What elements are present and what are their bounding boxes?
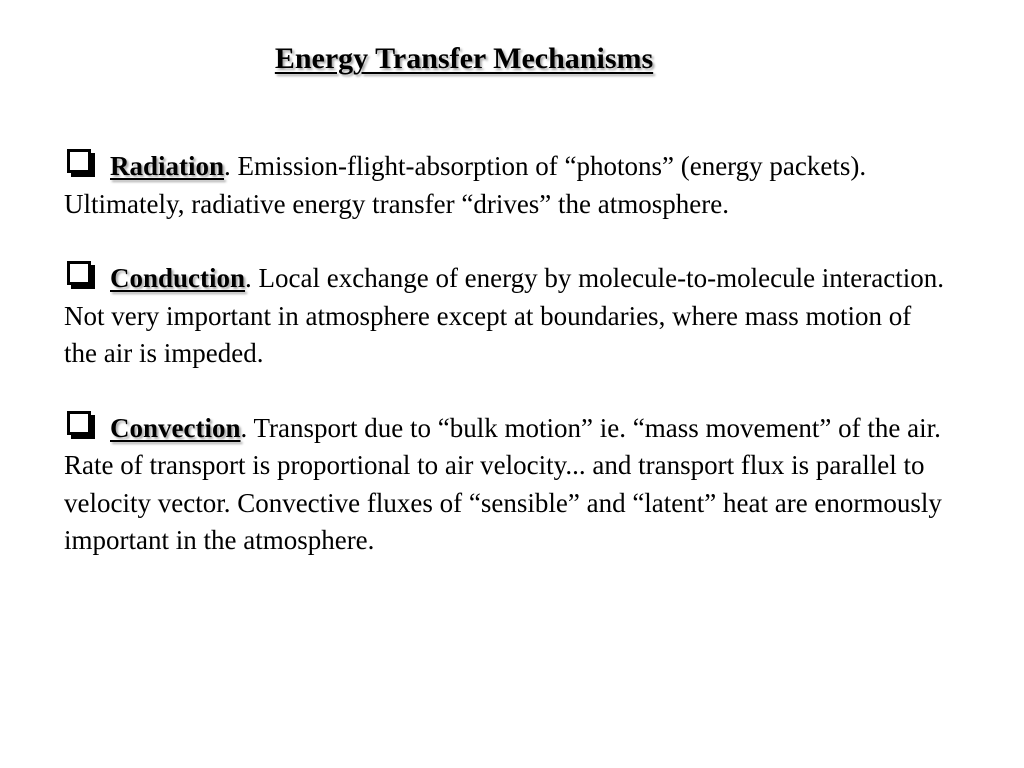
description-convection: . Transport due to “bulk motion” ie. “mass movement” of the air. Rate of transport is proportional to air velocity... and transport flux is parallel to velocity vector. Convective fluxes of “sensible” and “latent” heat are enormously important in the atmosphere. (64, 412, 942, 555)
description-radiation: . Emission-flight-absorption of “photons” (energy packets). Ultimately, radiative energy transfer “drives” the atmosphere. (64, 151, 867, 219)
checkbox-square-icon (64, 146, 96, 178)
slide-title: Energy Transfer Mechanisms (274, 42, 654, 75)
checkbox-square-icon (64, 258, 96, 290)
bullet-item-radiation (64, 146, 944, 223)
term-convection: Convection (110, 412, 241, 443)
term-radiation: Radiation (110, 151, 225, 181)
term-conduction: Conduction (110, 263, 246, 293)
description-conduction: . Local exchange of energy by molecule-to-molecule interaction. Not very important in atmosphere except at boundaries, where mass motion of the air is impeded. (64, 263, 945, 368)
bullet-item-conduction (64, 258, 944, 373)
bullet-item-convection (64, 408, 944, 560)
checkbox-square-icon (64, 408, 96, 440)
bullet-list (64, 146, 944, 595)
